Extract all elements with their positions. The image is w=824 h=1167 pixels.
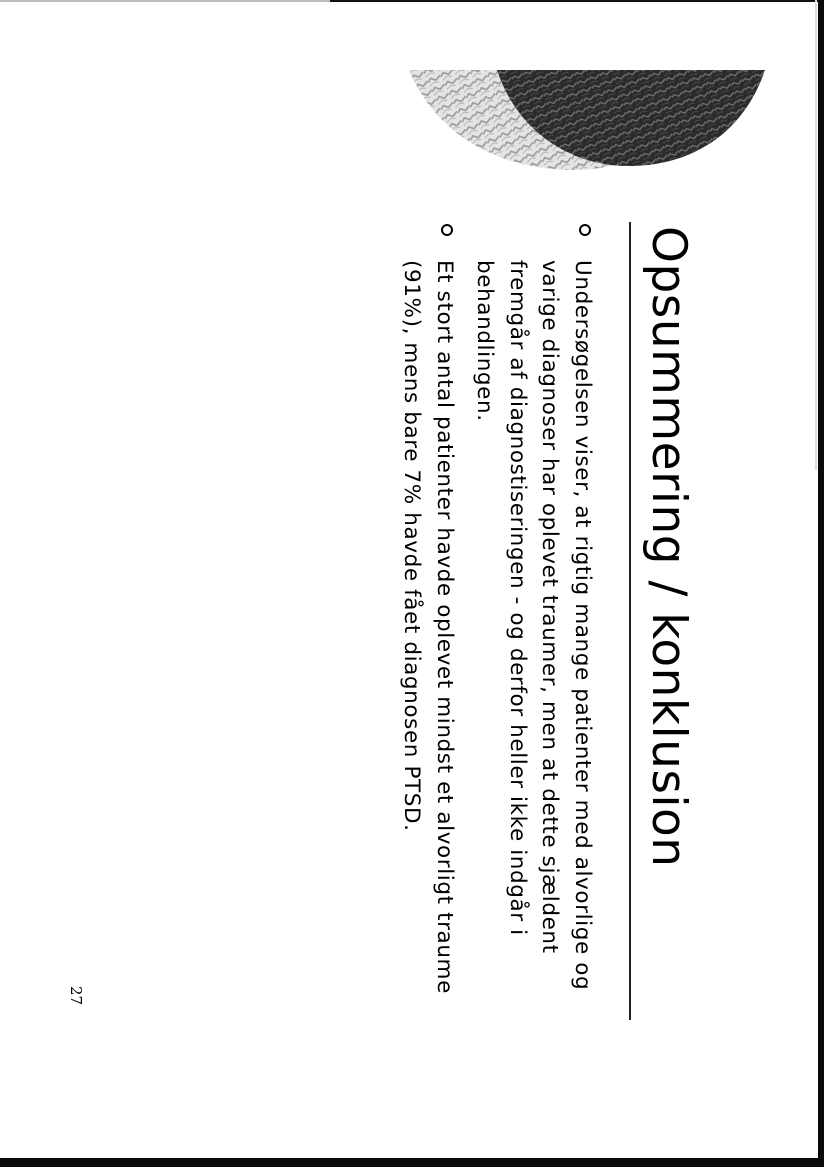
page-number: 27 [67, 986, 85, 1006]
bullet-item [395, 222, 460, 1022]
circle-bullet-icon [579, 224, 591, 236]
bullet-list [387, 222, 598, 1022]
title-underline [629, 222, 631, 1020]
slide-title: Opsummering / konklusion [641, 226, 696, 868]
circle-bullet-icon [441, 224, 453, 236]
bullet-item [468, 222, 598, 1022]
bullet-text: Et stort antal patienter havde oplevet mindst et alvorligt traume (91%), mens bare 7% havde fået diagnosen PTSD. [399, 260, 457, 994]
bullet-text: Undersøgelsen viser, at rigtig mange patienter med alvorlige og varige diagnoser har oplevet traumer, men at dette sjældent fremgår af diagnostiseringen - og derfor heller ikke indgår i behandlingen. [472, 260, 595, 991]
